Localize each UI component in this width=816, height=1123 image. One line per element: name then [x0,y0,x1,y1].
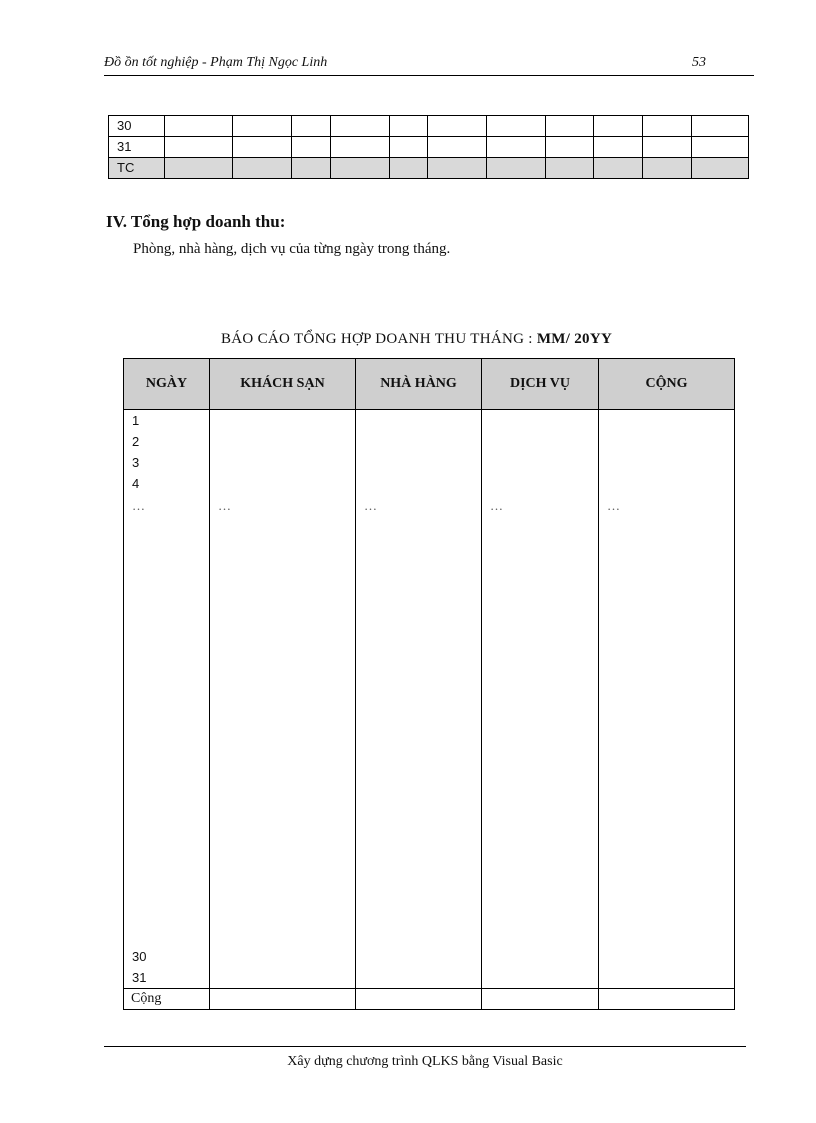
ellipsis: … [364,498,377,513]
restaurant-column [356,410,482,989]
section-heading: IV. Tổng hợp doanh thu: [106,212,286,231]
page-header [104,55,754,76]
total-label: Cộng [124,989,210,1010]
hotel-column [210,410,356,989]
continuation-table [108,115,749,179]
column-header: KHÁCH SẠN [210,359,356,410]
ellipsis: … [607,498,620,513]
total-row [124,989,735,1010]
page-number: 53 [692,55,706,70]
ellipsis: … [490,498,503,513]
revenue-report-table [123,358,735,1010]
day-label: 3 [132,455,140,470]
row-label: TC [109,158,165,179]
report-title-sep: : [524,331,537,347]
day-label: 1 [132,413,140,428]
day-label: 4 [132,476,140,491]
table-row [109,137,749,158]
day-label: 31 [132,970,147,985]
column-header: DỊCH VỤ [482,359,599,410]
header-title: Đồ ồn tốt nghiệp - Phạm Thị Ngọc Linh [104,55,328,70]
report-title-main: BÁO CÁO TỔNG HỢP DOANH THU THÁNG [221,331,525,347]
row-label: 30 [109,116,165,137]
row-label: 31 [109,137,165,158]
column-header: NGÀY [124,359,210,410]
table-row [109,116,749,137]
page-footer [104,1046,746,1069]
column-header: CỘNG [599,359,735,410]
footer-text: Xây dựng chương trình QLKS bằng Visual Basic [287,1054,563,1069]
column-header: NHÀ HÀNG [356,359,482,410]
day-label: 30 [132,949,147,964]
service-column [482,410,599,989]
ellipsis: … [218,498,231,513]
day-label: 2 [132,434,140,449]
total-column [599,410,735,989]
ellipsis: … [132,498,145,513]
day-column [124,410,210,989]
total-row [109,158,749,179]
report-title [221,331,612,348]
report-title-period: MM/ 20YY [536,331,613,347]
section-description: Phòng, nhà hàng, dịch vụ của từng ngày trong tháng. [133,241,451,257]
